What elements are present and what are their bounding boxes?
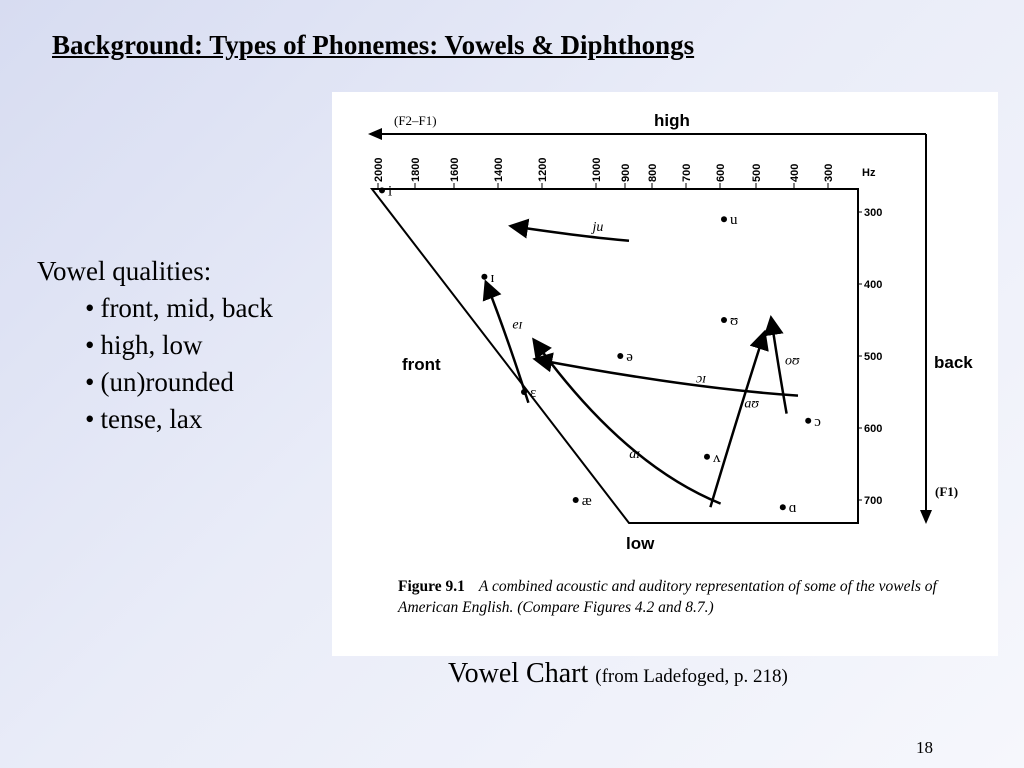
y-ticks <box>858 207 882 507</box>
chart-caption <box>448 658 788 690</box>
top-axis-label: (F2–F1) <box>394 113 437 128</box>
diphthong-arrow <box>537 360 798 396</box>
x-tick-label: 600 <box>715 163 727 182</box>
x-tick-label: 1600 <box>449 157 461 182</box>
page-number: 18 <box>916 738 933 757</box>
x-tick-label: 400 <box>789 163 801 182</box>
vowel-point <box>805 418 811 424</box>
figure-caption <box>398 576 958 618</box>
diphthong-label: aɪ <box>629 447 640 462</box>
slide-title: Background: Types of Phonemes: Vowels & Diphthongs <box>52 30 695 60</box>
front-label: front <box>402 355 441 374</box>
chart-caption-main: Vowel Chart <box>448 658 589 689</box>
high-label: high <box>654 111 690 130</box>
x-tick-label: 900 <box>620 163 632 182</box>
vowel-symbol: ʌ <box>713 449 721 466</box>
vowel-symbol: u <box>730 212 738 229</box>
x-tick-label: 700 <box>681 163 693 182</box>
vowel-symbol: ɑ <box>788 500 797 517</box>
x-tick-label: 300 <box>823 163 835 182</box>
vowel-symbol: ʊ <box>730 313 739 329</box>
vowel-symbol: ɔ <box>814 413 821 430</box>
vowel-symbol: æ <box>581 493 592 509</box>
hz-label: Hz <box>862 167 876 179</box>
x-tick-label: 1200 <box>537 157 549 182</box>
vowel-point <box>573 497 579 503</box>
diphthong-arrow <box>535 342 721 504</box>
y-tick-label: 500 <box>864 351 883 363</box>
list-item: • tense, lax <box>85 401 273 438</box>
vowel-qualities <box>37 253 273 438</box>
x-tick-label: 800 <box>647 163 659 182</box>
chart-caption-cite: (from Ladefoged, p. 218) <box>595 666 788 687</box>
vowel-point <box>481 274 487 280</box>
x-tick-label: 2000 <box>373 157 385 182</box>
vowel-point <box>721 216 727 222</box>
vowel-symbol: i <box>388 183 393 200</box>
diphthong-label: ɔɪ <box>696 371 706 387</box>
x-tick-label: 1000 <box>591 157 603 182</box>
low-label: low <box>626 534 655 553</box>
vowel-point <box>721 317 727 323</box>
vowel-symbol: ə <box>626 349 633 365</box>
vowel-chart-figure <box>332 92 998 656</box>
y-tick-label: 400 <box>864 279 883 291</box>
x-tick-label: 500 <box>751 163 763 182</box>
vowel-point <box>704 454 710 460</box>
diphthong-arrow <box>710 334 763 507</box>
x-ticks <box>373 158 835 189</box>
right-arrowhead <box>920 510 932 524</box>
figure-caption-text: A combined acoustic and auditory representation of some of the vowels of American English. (Compare Figures 4.2 and 8.7.) <box>398 578 937 616</box>
x-tick-label: 1400 <box>493 157 505 182</box>
vowel-symbol: ɛ <box>530 385 537 401</box>
vowel-point <box>521 389 527 395</box>
diphthong-label: aʊ <box>744 396 759 412</box>
y-tick-label: 600 <box>864 423 883 435</box>
vowel-point <box>780 504 786 510</box>
diphthong-arrows <box>487 220 800 507</box>
vowel-symbol: ɪ <box>490 269 495 286</box>
vowel-point <box>617 353 623 359</box>
list-item: • front, mid, back <box>85 290 273 327</box>
diphthong-arrow <box>487 284 529 403</box>
diphthong-label: eɪ <box>512 317 523 333</box>
qualities-list <box>37 290 273 438</box>
x-tick-label: 1800 <box>410 157 422 182</box>
diphthong-label: oʊ <box>785 353 800 369</box>
vowel-chart <box>332 92 998 656</box>
list-item: • high, low <box>85 327 273 364</box>
vowel-point <box>379 187 385 193</box>
diphthong-label: ju <box>592 220 604 236</box>
qualities-heading: Vowel qualities: <box>37 256 212 286</box>
figure-number: Figure 9.1 <box>398 578 465 595</box>
top-arrowhead <box>368 128 382 140</box>
y-tick-label: 300 <box>864 207 883 219</box>
y-tick-label: 700 <box>864 495 883 507</box>
f1-label: (F1) <box>935 484 959 499</box>
list-item: • (un)rounded <box>85 364 273 401</box>
back-label: back <box>934 353 973 372</box>
diphthong-arrow <box>513 226 629 240</box>
